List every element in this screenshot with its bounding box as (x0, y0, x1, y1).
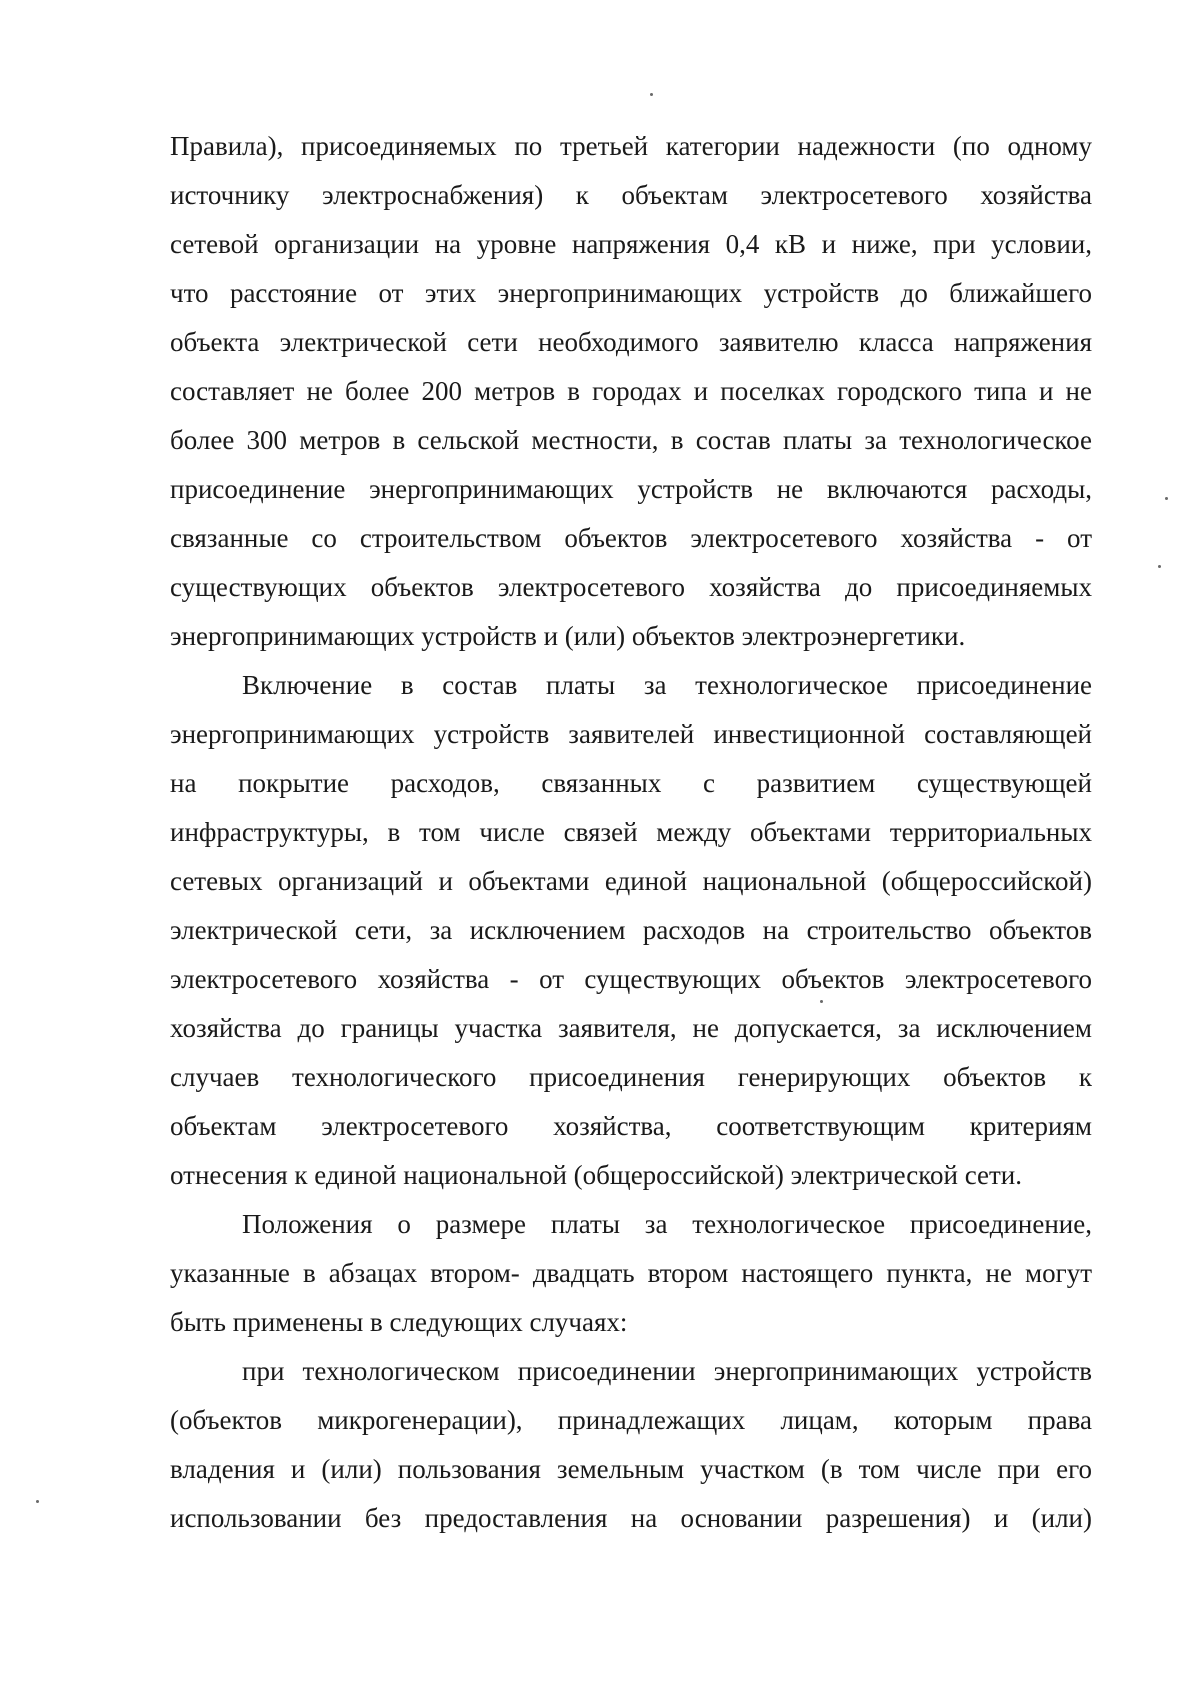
text-line: присоединение энергопринимающих устройств не включаются расходы, (170, 474, 1092, 504)
text-line: на покрытие расходов, связанных с развитием существующей (170, 768, 1092, 798)
text-line: отнесения к единой национальной (общероссийской) электрической сети. (170, 1160, 1023, 1190)
scan-speck (36, 1500, 39, 1503)
text-line: составляет не более 200 метров в городах и поселках городского типа и не (170, 376, 1092, 406)
text-line: связанные со строительством объектов электросетевого хозяйства - от (170, 523, 1092, 553)
text-line: инфраструктуры, в том числе связей между объектами территориальных (170, 817, 1092, 847)
text-line: существующих объектов электросетевого хозяйства до присоединяемых (170, 572, 1092, 602)
text-line: указанные в абзацах втором- двадцать втором настоящего пункта, не могут (170, 1258, 1092, 1288)
paragraph-2 (170, 661, 1092, 1200)
text-line: более 300 метров в сельской местности, в состав платы за технологическое (170, 425, 1092, 455)
text-line: случаев технологического присоединения генерирующих объектов к (170, 1062, 1092, 1092)
text-line: быть применены в следующих случаях: (170, 1307, 628, 1337)
text-line: хозяйства до границы участка заявителя, не допускается, за исключением (170, 1013, 1092, 1043)
text-line: при технологическом присоединении энергопринимающих устройств (242, 1356, 1092, 1386)
text-line: сетевой организации на уровне напряжения 0,4 кВ и ниже, при условии, (170, 229, 1092, 259)
scan-speck (1165, 497, 1168, 500)
text-line: Включение в состав платы за технологическое присоединение (242, 670, 1092, 700)
paragraph-3 (170, 1200, 1092, 1347)
text-line: владения и (или) пользования земельным участком (в том числе при его (170, 1454, 1092, 1484)
text-line: электросетевого хозяйства - от существующих объектов электросетевого (170, 964, 1092, 994)
scan-speck (820, 1000, 823, 1003)
paragraph-1 (170, 122, 1092, 661)
text-line: электрической сети, за исключением расходов на строительство объектов (170, 915, 1092, 945)
document-body (170, 122, 1092, 1543)
scan-speck (650, 93, 653, 96)
scan-speck (1158, 565, 1161, 568)
paragraph-4 (170, 1347, 1092, 1543)
text-line: энергопринимающих устройств и (или) объектов электроэнергетики. (170, 621, 966, 651)
text-line: использовании без предоставления на основании разрешения) и (или) (170, 1503, 1092, 1533)
text-line: объекта электрической сети необходимого заявителю класса напряжения (170, 327, 1092, 357)
text-line: объектам электросетевого хозяйства, соответствующим критериям (170, 1111, 1092, 1141)
text-line: Положения о размере платы за технологическое присоединение, (242, 1209, 1092, 1239)
text-line: сетевых организаций и объектами единой национальной (общероссийской) (170, 866, 1092, 896)
text-line: Правила), присоединяемых по третьей категории надежности (по одному (170, 131, 1092, 161)
text-line: энергопринимающих устройств заявителей инвестиционной составляющей (170, 719, 1092, 749)
text-line: источнику электроснабжения) к объектам электросетевого хозяйства (170, 180, 1092, 210)
text-line: (объектов микрогенерации), принадлежащих лицам, которым права (170, 1405, 1092, 1435)
text-line: что расстояние от этих энергопринимающих устройств до ближайшего (170, 278, 1092, 308)
